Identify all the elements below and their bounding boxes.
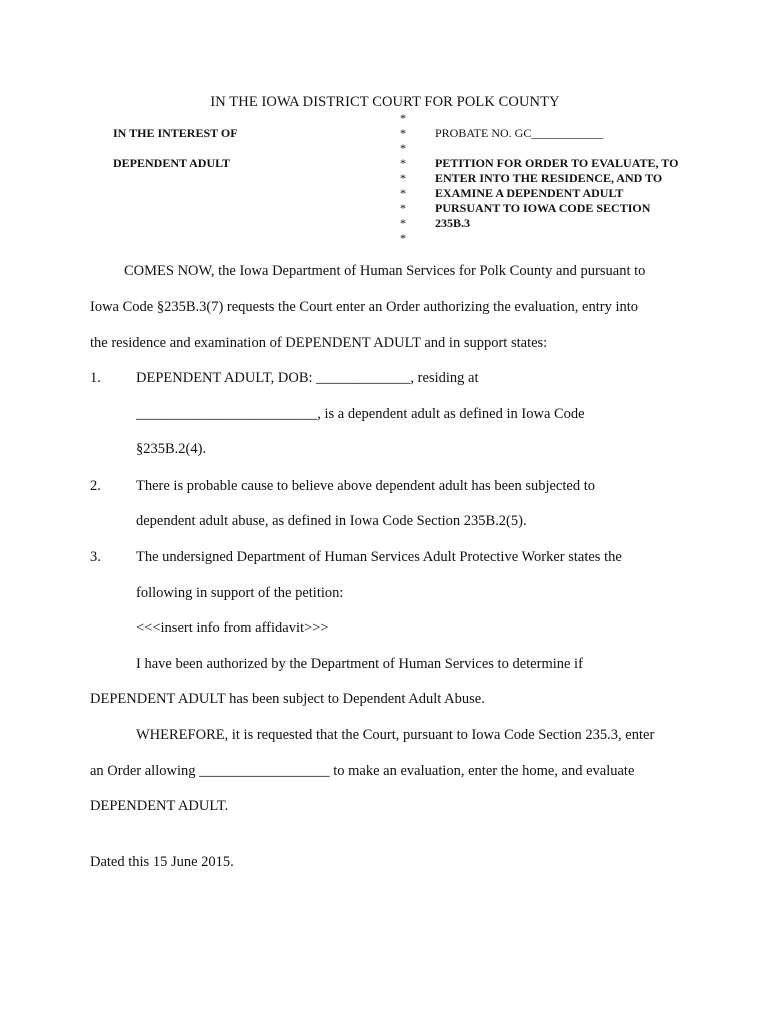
item-line: following in support of the petition: [136,585,344,601]
divider-star: * [400,111,406,125]
intro-line: COMES NOW, the Iowa Department of Human Services for Polk County and pursuant to [124,263,646,279]
probate-number: PROBATE NO. GC____________ [435,126,604,140]
authorized-line: I have been authorized by the Department of Human Services to determine if [136,656,583,672]
item-line: There is probable cause to believe above dependent adult has been subjected to [136,478,595,494]
wherefore-line: WHEREFORE, it is requested that the Court, pursuant to Iowa Code Section 235.3, enter [136,727,655,743]
authorized-line: DEPENDENT ADULT has been subject to Dependent Adult Abuse. [90,691,485,707]
divider-star: * [400,201,406,215]
item-line: _________________________, is a dependent adult as defined in Iowa Code [136,406,585,422]
item-number: 3. [90,549,101,565]
divider-star: * [400,216,406,230]
party-label: DEPENDENT ADULT [113,156,231,170]
item-number: 1. [90,370,101,386]
caption-divider [397,111,409,246]
petition-title-line: ENTER INTO THE RESIDENCE, AND TO [435,171,663,185]
petition-title [435,156,678,231]
petition-title-line: PURSUANT TO IOWA CODE SECTION [435,201,651,215]
intro-line: Iowa Code §235B.3(7) requests the Court enter an Order authorizing the evaluation, entry into [90,299,639,315]
petition-title-line: 235B.3 [435,216,471,230]
divider-star: * [400,141,406,155]
dated-line: Dated this 15 June 2015. [90,854,234,870]
petition-title-line: EXAMINE A DEPENDENT ADULT [435,186,624,200]
interest-label: IN THE INTEREST OF [113,126,238,140]
item-line: §235B.2(4). [136,441,207,457]
petition-title-line: PETITION FOR ORDER TO EVALUATE, TO [435,156,679,170]
item-line: dependent adult abuse, as defined in Iowa Code Section 235B.2(5). [136,513,527,529]
divider-star: * [400,186,406,200]
divider-star: * [400,231,406,245]
court-title: IN THE IOWA DISTRICT COURT FOR POLK COUNTY [210,94,560,110]
divider-star: * [400,156,406,170]
item-number: 2. [90,478,101,494]
wherefore-line: an Order allowing __________________ to make an evaluation, enter the home, and evaluate [90,763,635,779]
affidavit-placeholder: <<<insert info from affidavit>>> [136,620,329,636]
divider-star: * [400,126,406,140]
intro-line: the residence and examination of DEPENDENT ADULT and in support states: [90,335,548,351]
divider-star: * [400,171,406,185]
item-line: The undersigned Department of Human Services Adult Protective Worker states the [136,549,622,565]
item-line: DEPENDENT ADULT, DOB: _____________, residing at [136,370,479,386]
wherefore-line: DEPENDENT ADULT. [90,798,229,814]
